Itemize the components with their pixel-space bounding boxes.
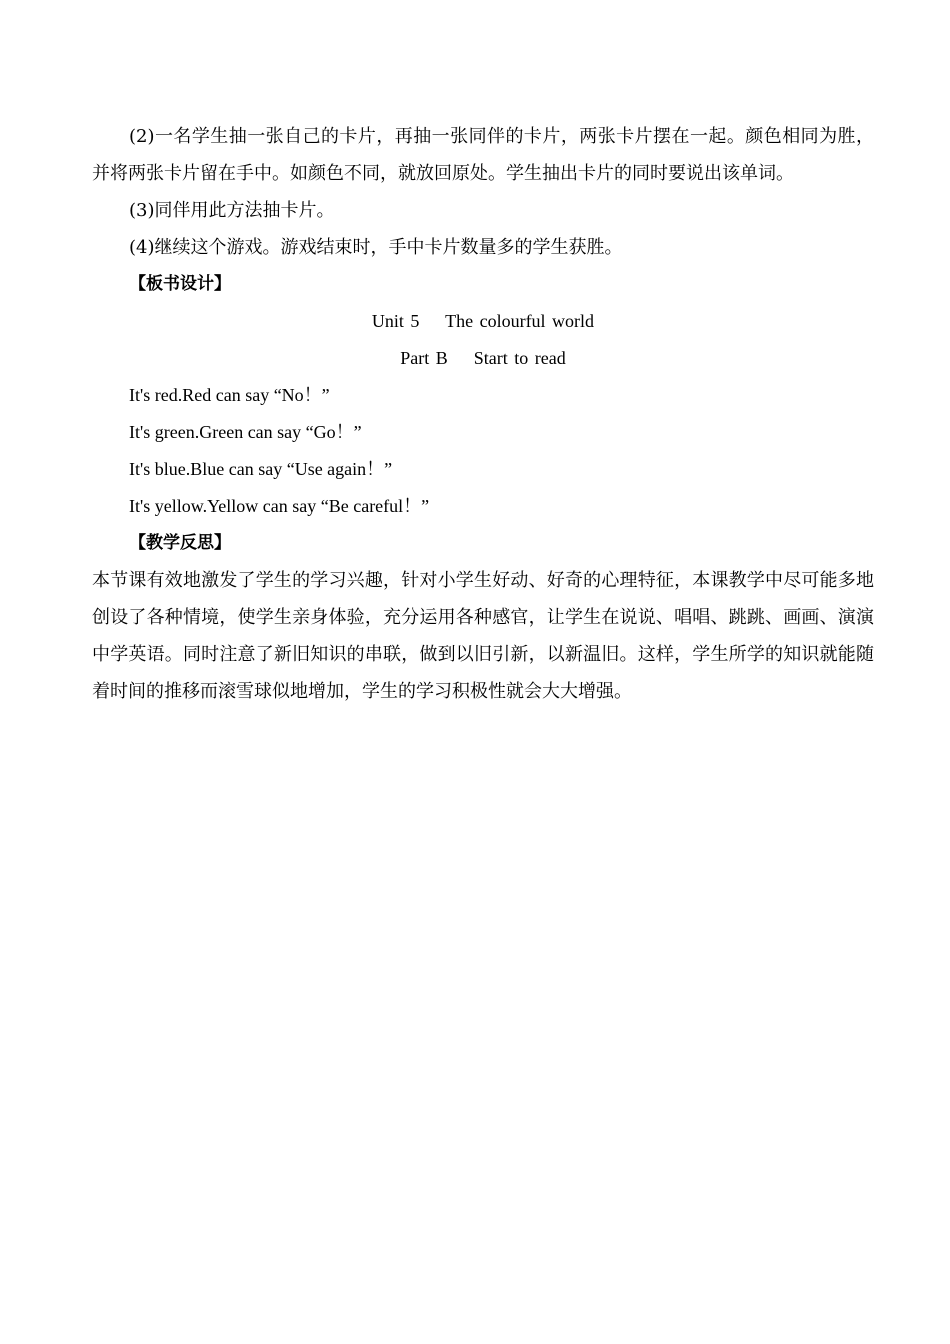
reflection-heading: 【教学反思】 bbox=[129, 533, 231, 553]
activity-step-4: (4)继续这个游戏。游戏结束时，手中卡片数量多的学生获胜。 bbox=[129, 237, 623, 258]
activity-step-2: (2)一名学生抽一张自己的卡片，再抽一张同伴的卡片，两张卡片摆在一起。颜色相同为胜，并将两张卡片留在手中。如颜色不同，就放回原处。学生抽出卡片的同时要说出该单词。 bbox=[92, 126, 874, 184]
board-design-line: It's red.Red can say “No！” bbox=[129, 385, 330, 405]
board-design-title-part: Part B Start to read bbox=[400, 348, 566, 368]
document-body bbox=[92, 118, 874, 710]
board-design-line: It's green.Green can say “Go！” bbox=[129, 422, 362, 442]
activity-step-3: (3)同伴用此方法抽卡片。 bbox=[129, 200, 335, 221]
board-design-heading: 【板书设计】 bbox=[129, 274, 231, 294]
board-design-line: It's yellow.Yellow can say “Be careful！” bbox=[129, 496, 430, 516]
board-design-title-unit: Unit 5 The colourful world bbox=[371, 311, 595, 331]
board-design-line: It's blue.Blue can say “Use again！” bbox=[129, 459, 393, 479]
reflection-text: 本节课有效地激发了学生的学习兴趣，针对小学生好动、好奇的心理特征，本课教学中尽可能多地创设了各种情境，使学生亲身体验，充分运用各种感官，让学生在说说、唱唱、跳跳、画画、演演中学英语。同时注意了新旧知识的串联，做到以旧引新，以新温旧。这样，学生所学的知识就能随着时间的推移而滚雪球似地增加，学生的学习积极性就会大大增强。 bbox=[92, 570, 874, 702]
